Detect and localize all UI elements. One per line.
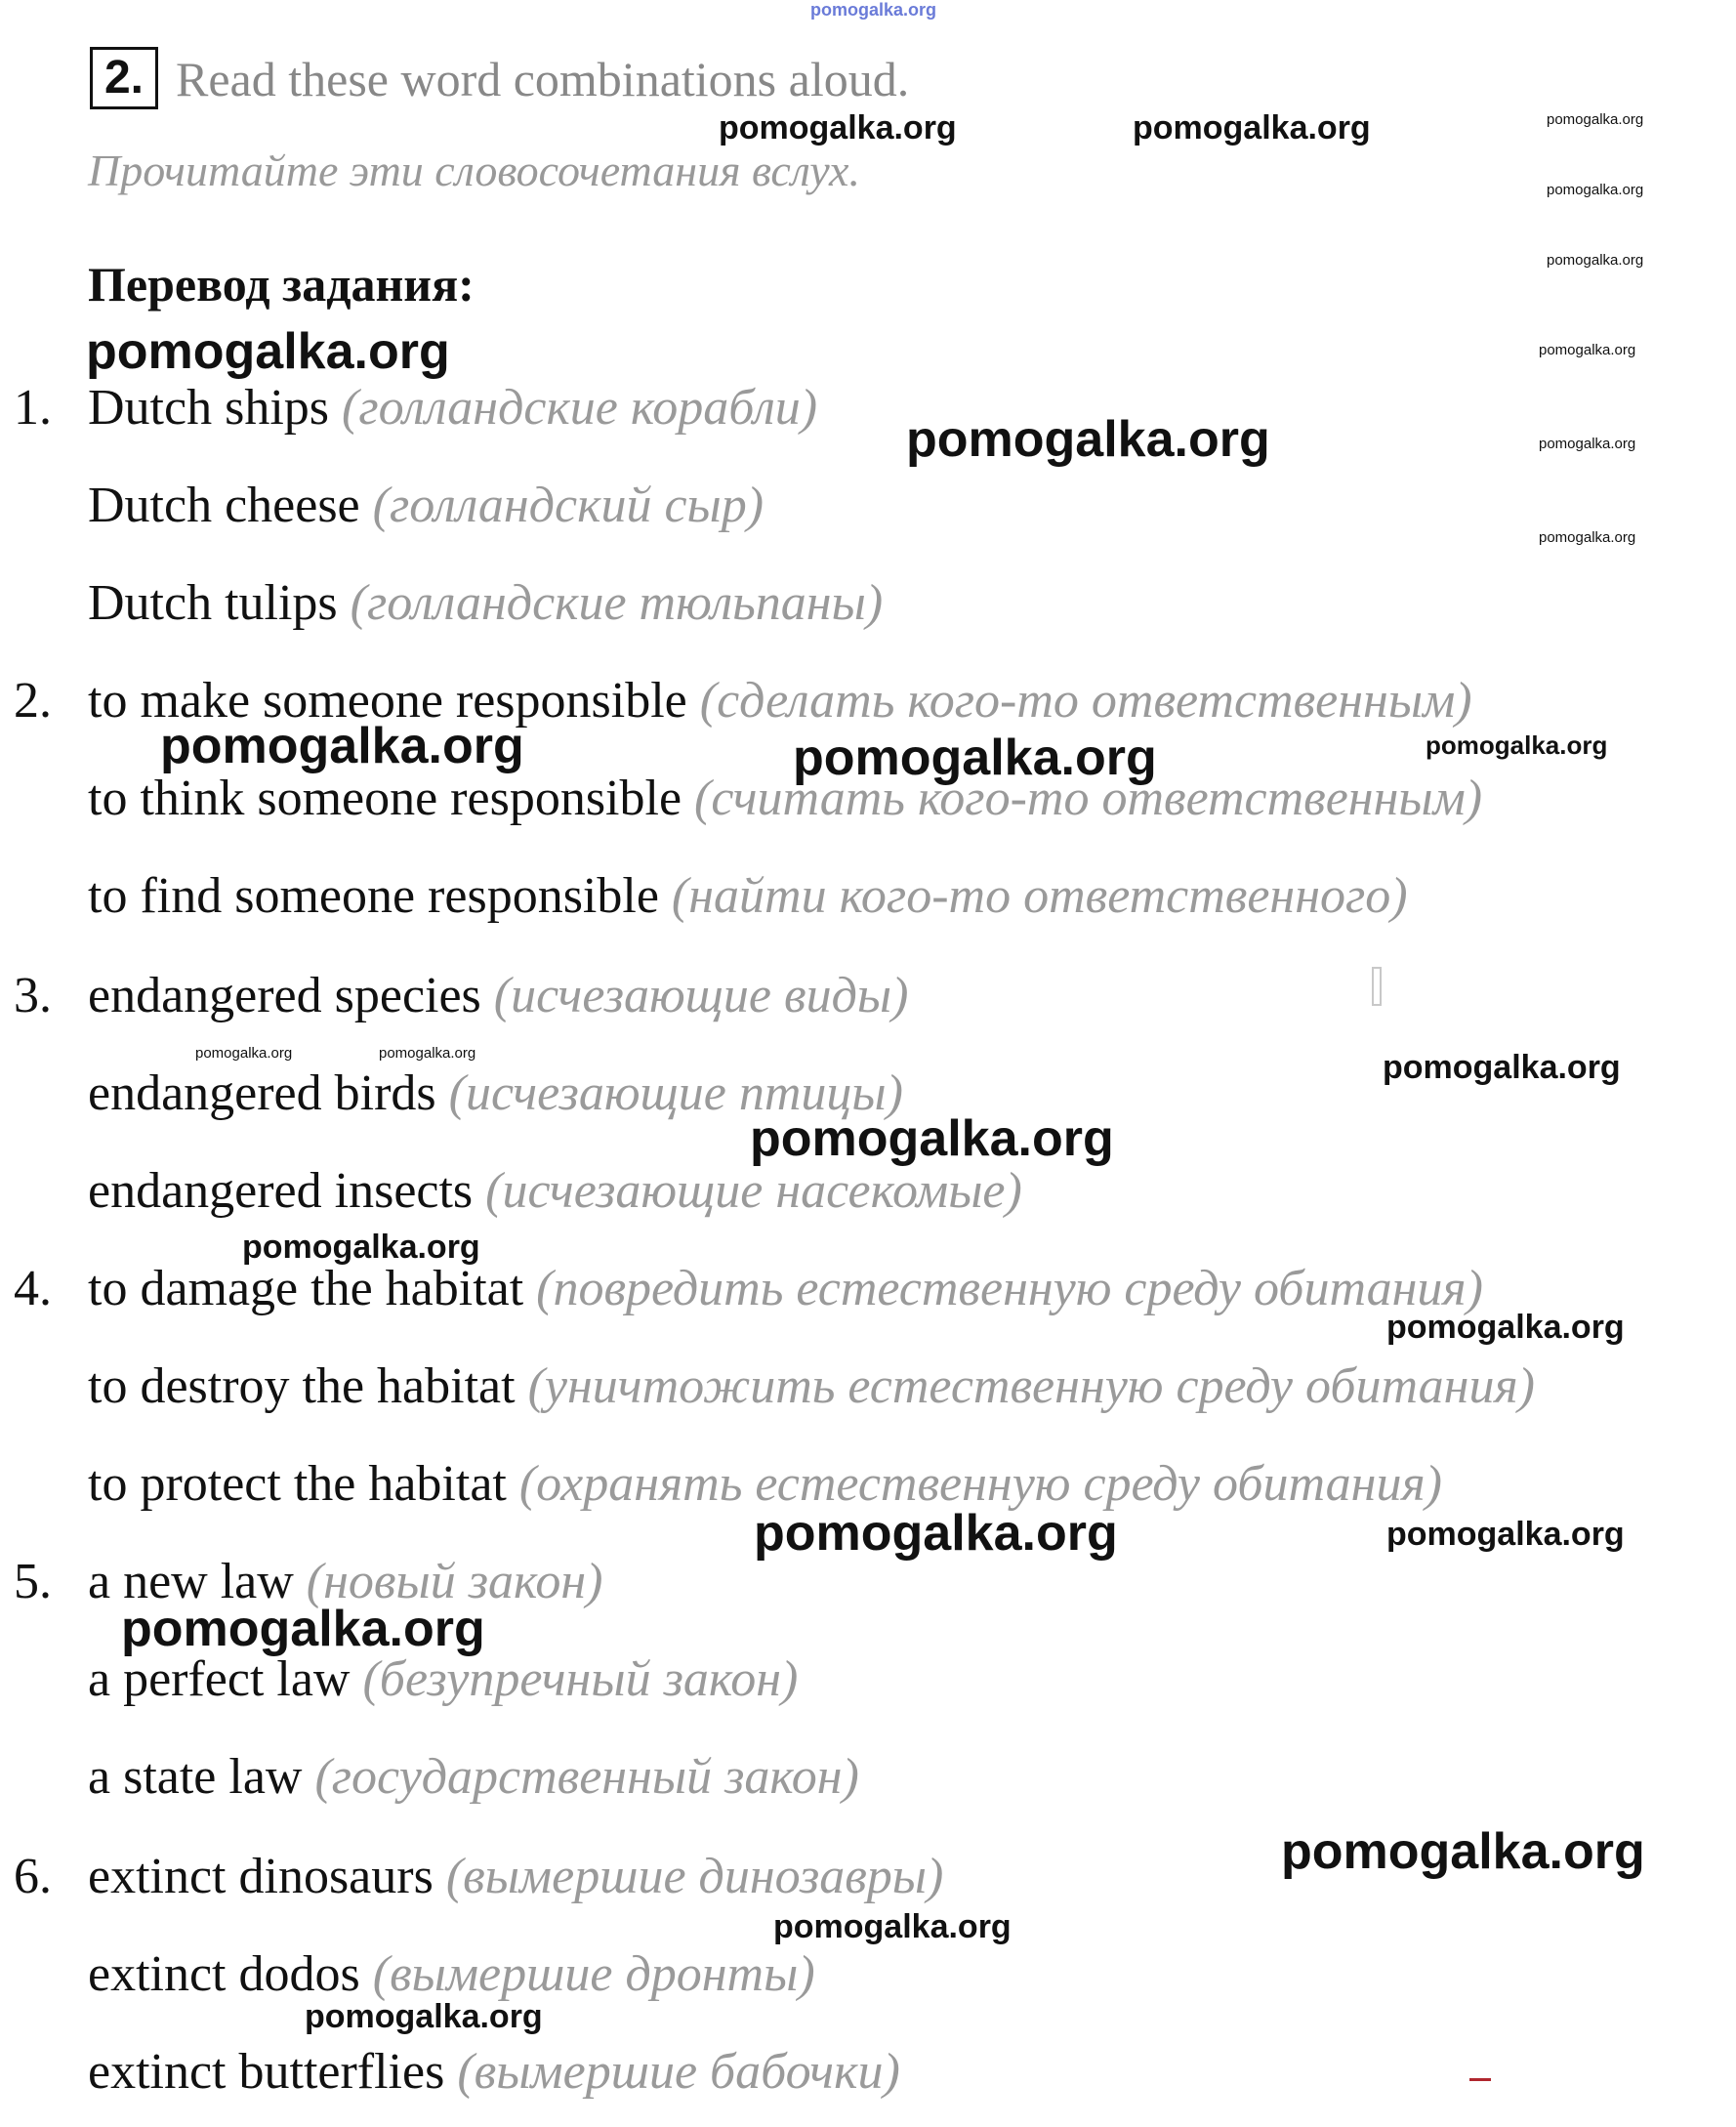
phrase-line: [88, 1357, 1535, 1415]
watermark: pomogalka.org: [305, 1998, 543, 2035]
watermark: pomogalka.org: [121, 1601, 485, 1657]
phrase-ru: (сделать кого-то ответственным): [699, 673, 1472, 729]
watermark: pomogalka.org: [379, 1045, 476, 1062]
watermark: pomogalka.org: [1133, 109, 1371, 146]
task-instruction: Read these word combinations aloud.: [176, 52, 910, 106]
phrase-ru: (охранять естественную среду обитания): [518, 1456, 1442, 1512]
phrase-en: to destroy the habitat: [88, 1358, 516, 1414]
red-mark: [1469, 2078, 1491, 2081]
task-instruction-translation: Прочитайте эти словосочетания вслух.: [88, 146, 860, 195]
phrase-ru: (исчезающие насекомые): [485, 1163, 1022, 1219]
phrase-en: to find someone responsible: [88, 868, 659, 924]
phrase-en: Dutch cheese: [88, 478, 360, 533]
phrase-line: [88, 1945, 815, 2003]
phrase-ru: (исчезающие птицы): [448, 1065, 903, 1121]
phrase-line: [88, 477, 764, 534]
item-number: 3.: [14, 968, 52, 1023]
watermark: pomogalka.org: [793, 730, 1157, 786]
phrase-en: extinct butterflies: [88, 2044, 445, 2100]
phrase-line: [88, 574, 883, 632]
phrase-ru: (вымершие бабочки): [457, 2044, 900, 2100]
phrase-en: endangered insects: [88, 1163, 474, 1219]
phrase-en: extinct dinosaurs: [88, 1849, 434, 1904]
phrase-en: to damage the habitat: [88, 1261, 524, 1316]
watermark: pomogalka.org: [1426, 730, 1608, 760]
phrase-line: [88, 1650, 798, 1708]
task-number-box: 2.: [90, 47, 158, 109]
watermark: pomogalka.org: [160, 718, 524, 774]
phrase-line: [88, 1260, 1483, 1317]
watermark: pomogalka.org: [1386, 1309, 1625, 1346]
phrase-ru: (найти кого-то ответственного): [671, 868, 1408, 924]
watermark: pomogalka.org: [195, 1045, 293, 1062]
watermark: pomogalka.org: [1547, 182, 1644, 198]
phrase-ru: (повредить естественную среду обитания): [536, 1261, 1483, 1316]
watermark: pomogalka.org: [1281, 1823, 1645, 1880]
watermark: pomogalka.org: [242, 1229, 480, 1266]
phrase-en: endangered species: [88, 968, 481, 1023]
phrase-ru: (голландские корабли): [342, 380, 818, 436]
phrase-en: a state law: [88, 1749, 303, 1805]
phrase-en: a perfect law: [88, 1651, 351, 1707]
item-number: 6.: [14, 1849, 52, 1904]
phrase-line: [88, 867, 1408, 925]
phrase-line: [88, 1162, 1022, 1220]
phrase-en: endangered birds: [88, 1065, 436, 1121]
phrase-line: [88, 1848, 943, 1905]
phrase-ru: (уничтожить естественную среду обитания): [527, 1358, 1535, 1414]
phrase-en: to make someone responsible: [88, 673, 687, 729]
phrase-ru: (новый закон): [306, 1554, 603, 1609]
watermark: pomogalka.org: [1383, 1049, 1621, 1086]
phrase-ru: (считать кого-то ответственным): [694, 771, 1483, 826]
watermark: pomogalka.org: [1547, 111, 1644, 128]
phrase-en: Dutch ships: [88, 380, 329, 436]
phrase-line: [88, 770, 1482, 827]
watermark: pomogalka.org: [773, 1908, 1012, 1945]
item-number: 4.: [14, 1261, 52, 1316]
watermark: pomogalka.org: [1539, 342, 1636, 358]
phrase-ru: (вымершие динозавры): [445, 1849, 944, 1904]
phrase-line: [88, 379, 817, 437]
watermark: pomogalka.org: [719, 109, 957, 146]
item-number: 5.: [14, 1554, 52, 1609]
phrase-line: [88, 2043, 900, 2101]
watermark-top: pomogalka.org: [810, 0, 937, 20]
translation-heading: Перевод задания:: [88, 257, 475, 312]
item-number: 2.: [14, 673, 52, 729]
phrase-ru: (безупречный закон): [362, 1651, 799, 1707]
phrase-ru: (вымершие дронты): [372, 1946, 815, 2002]
phrase-ru: (исчезающие виды): [493, 968, 909, 1023]
watermark: pomogalka.org: [906, 411, 1270, 468]
watermark: pomogalka.org: [1547, 252, 1644, 269]
phrase-en: to think someone responsible: [88, 771, 682, 826]
watermark: pomogalka.org: [754, 1505, 1118, 1562]
phrase-en: extinct dodos: [88, 1946, 360, 2002]
watermark: pomogalka.org: [86, 323, 450, 380]
phrase-ru: (государственный закон): [314, 1749, 859, 1805]
phrase-line: [88, 1748, 859, 1806]
watermark: pomogalka.org: [1386, 1516, 1625, 1553]
item-number: 1.: [14, 380, 52, 436]
phrase-line: [88, 967, 908, 1024]
phrase-ru: (голландский сыр): [372, 478, 765, 533]
phrase-en: to protect the habitat: [88, 1456, 507, 1512]
phrase-en: Dutch tulips: [88, 575, 338, 631]
watermark: pomogalka.org: [1539, 529, 1636, 546]
scan-artifact: [1372, 967, 1382, 1006]
phrase-ru: (голландские тюльпаны): [350, 575, 884, 631]
watermark: pomogalka.org: [1539, 436, 1636, 452]
phrase-en: a new law: [88, 1554, 294, 1609]
watermark: pomogalka.org: [750, 1110, 1114, 1167]
